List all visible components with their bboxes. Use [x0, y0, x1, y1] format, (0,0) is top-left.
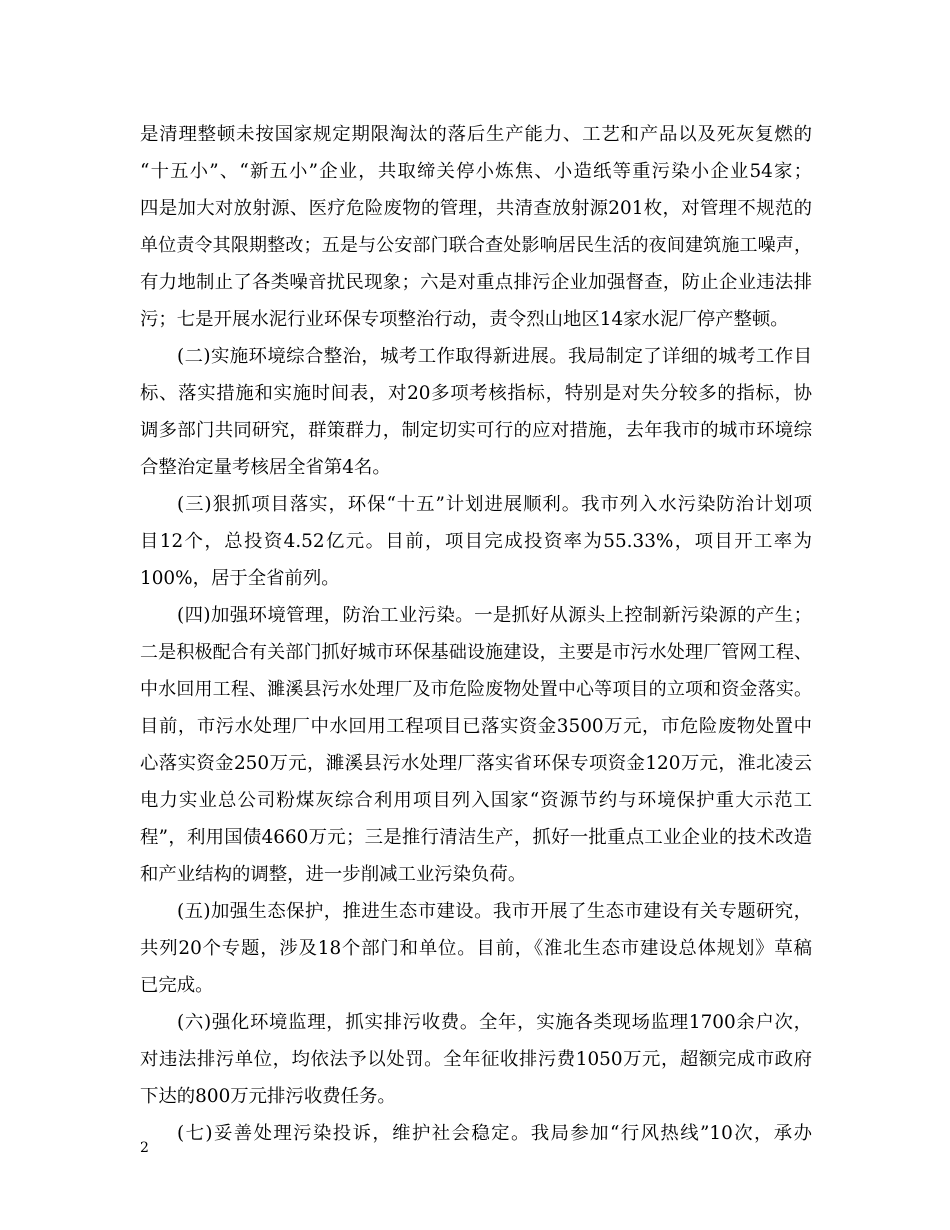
- text-line: 共列20个专题，涉及18个部门和单位。目前，《淮北生态市建设总体规划》草稿: [140, 938, 812, 959]
- text-line: 目前，市污水处理厂中水回用工程项目已落实资金3500万元，市危险废物处置中: [140, 716, 812, 737]
- text-line: (三)狠抓项目落实，环保“十五”计划进展顺利。我市列入水污染防治计划项: [177, 494, 812, 515]
- text-line: 调多部门共同研究，群策群力，制定切实可行的应对措施，去年我市的城市环境综: [140, 420, 812, 441]
- text-line: (六)强化环境监理，抓实排污收费。全年，实施各类现场监理1700余户次，: [177, 1012, 812, 1033]
- text-line: (七)妥善处理污染投诉，维护社会稳定。我局参加“行风热线”10次，承办: [177, 1123, 812, 1144]
- text-line: 对违法排污单位，均依法予以处罚。全年征收排污费1050万元，超额完成市政府: [140, 1049, 812, 1070]
- text-line: (四)加强环境管理，防治工业污染。一是抓好从源头上控制新污染源的产生；: [177, 605, 812, 626]
- text-line: 四是加大对放射源、医疗危险废物的管理，共清查放射源201枚，对管理不规范的: [140, 198, 812, 219]
- text-line: “十五小”、“新五小”企业，共取缔关停小炼焦、小造纸等重污染小企业54家；: [140, 161, 812, 182]
- text-line: 中水回用工程、濉溪县污水处理厂及市危险废物处置中心等项目的立项和资金落实。: [140, 679, 812, 700]
- text-line: (二)实施环境综合整治，城考工作取得新进展。我局制定了详细的城考工作目: [177, 346, 812, 367]
- text-line: 程”，利用国债4660万元；三是推行清洁生产，抓好一批重点工业企业的技术改造: [140, 827, 812, 848]
- text-line: 已完成。: [140, 975, 214, 996]
- text-line: 下达的800万元排污收费任务。: [140, 1086, 396, 1107]
- text-line: 心落实资金250万元，濉溪县污水处理厂落实省环保专项资金120万元，淮北凌云: [140, 753, 812, 774]
- text-line: 100%，居于全省前列。: [140, 568, 340, 589]
- text-line: 有力地制止了各类噪音扰民现象；六是对重点排污企业加强督查，防止企业违法排: [140, 272, 812, 293]
- page-number: 2: [140, 1140, 149, 1156]
- body-text: [140, 116, 812, 1152]
- text-line: 电力实业总公司粉煤灰综合利用项目列入国家“资源节约与环境保护重大示范工: [140, 790, 812, 811]
- text-line: 污；七是开展水泥行业环保专项整治行动，责令烈山地区14家水泥厂停产整顿。: [140, 309, 789, 330]
- text-line: 合整治定量考核居全省第4名。: [140, 457, 391, 478]
- text-line: 是清理整顿未按国家规定期限淘汰的落后生产能力、工艺和产品以及死灰复燃的: [140, 124, 812, 145]
- text-line: (五)加强生态保护，推进生态市建设。我市开展了生态市建设有关专题研究，: [177, 901, 812, 922]
- text-line: 目12个，总投资4.52亿元。目前，项目完成投资率为55.33%，项目开工率为: [140, 531, 812, 552]
- text-line: 单位责令其限期整改；五是与公安部门联合查处影响居民生活的夜间建筑施工噪声，: [140, 235, 812, 256]
- text-line: 和产业结构的调整，进一步削减工业污染负荷。: [140, 864, 527, 885]
- text-line: 标、落实措施和实施时间表，对20多项考核指标，特别是对失分较多的指标，协: [140, 383, 812, 404]
- text-line: 二是积极配合有关部门抓好城市环保基础设施建设，主要是市污水处理厂管网工程、: [140, 642, 812, 663]
